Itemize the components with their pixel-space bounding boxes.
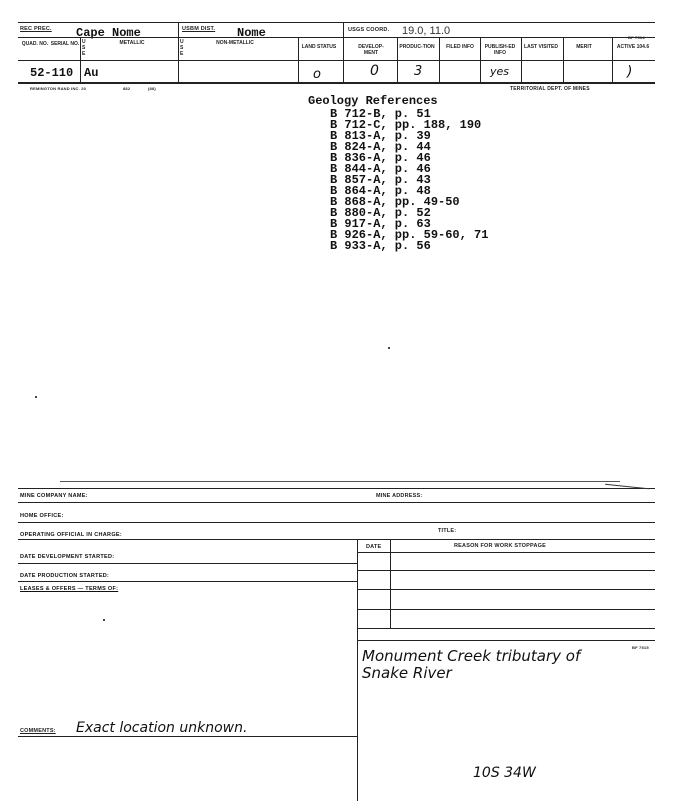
mine-address-label: MINE ADDRESS:: [376, 493, 423, 499]
quad-serial-value: 52-110: [30, 66, 74, 80]
active-mark: ): [627, 64, 633, 80]
geology-ref: B 712-C, pp. 188, 190: [330, 118, 482, 132]
form-number-top: BF 7514: [628, 35, 645, 40]
geology-ref: B 864-A, p. 48: [330, 184, 431, 198]
col-land-status: LAND STATUS: [301, 44, 337, 50]
table-rule: [357, 609, 655, 610]
field-rule: [18, 539, 655, 540]
field-rule: [18, 581, 357, 582]
col-merit: MERIT: [576, 44, 592, 50]
date-production-label: DATE PRODUCTION STARTED:: [20, 573, 110, 579]
coord-note: 10S 34W: [473, 765, 536, 781]
col-published-info: PUBLISH-ED INFO: [484, 44, 516, 56]
geology-ref: B 857-A, p. 43: [330, 173, 431, 187]
title-label: TITLE:: [438, 528, 457, 534]
geology-ref: B 926-A, pp. 59-60, 71: [330, 228, 489, 242]
reason-column-label: REASON FOR WORK STOPPAGE: [454, 543, 546, 549]
field-rule: [18, 522, 655, 523]
col-production: PRODUC-TION: [399, 44, 435, 50]
usbm-dist-label: USBM DIST.: [182, 26, 216, 32]
geology-ref: B 868-A, pp. 49-50: [330, 195, 460, 209]
comments-value: Exact location unknown.: [76, 720, 248, 736]
field-rule: [18, 563, 357, 564]
col-serial-no: SERIAL NO.: [50, 41, 80, 47]
speck: [35, 396, 37, 398]
development-value: 0: [370, 63, 379, 79]
location-note: [362, 648, 580, 682]
geology-ref-list: [330, 109, 488, 252]
table-rule: [357, 552, 655, 553]
comments-label: COMMENTS:: [20, 728, 56, 734]
form-number-mid: BF 7515: [632, 645, 649, 650]
geology-ref: B 836-A, p. 46: [330, 151, 431, 165]
col-use-metallic-code: U S E: [82, 39, 86, 57]
table-bottom-rule: [357, 640, 655, 641]
printer-note: REMINGTON RAND INC. 20: [30, 86, 87, 91]
table-left-border: [357, 539, 358, 801]
geology-ref: B 712-B, p. 51: [330, 107, 431, 121]
col-divider: [178, 22, 179, 82]
rec-prec-value: Cape Nome: [76, 26, 141, 40]
leases-label: LEASES & OFFERS — TERMS OF:: [20, 586, 119, 592]
printer-code-1: 882: [123, 86, 131, 91]
home-office-label: HOME OFFICE:: [20, 513, 64, 519]
geology-title: Geology References: [308, 94, 438, 108]
geology-ref: B 880-A, p. 52: [330, 206, 431, 220]
field-rule: [18, 736, 357, 737]
col-active: ACTIVE 104.6: [616, 44, 650, 50]
table-rule: [357, 628, 655, 629]
section-rule: [18, 488, 655, 489]
geology-ref: B 813-A, p. 39: [330, 129, 431, 143]
usgs-coord-label: USGS COORD.: [348, 27, 390, 33]
col-use-nonmetallic-code: U S E: [180, 39, 184, 57]
printer-code-2: (88): [148, 86, 156, 91]
geology-ref: B 917-A, p. 63: [330, 217, 431, 231]
usgs-coord-value: 19.0, 11.0: [402, 25, 451, 37]
geology-ref: B 824-A, p. 44: [330, 140, 431, 154]
header-rule: [18, 60, 655, 61]
col-development: DEVELOP-MENT: [358, 44, 384, 56]
published-info-value: yes: [490, 65, 510, 78]
col-divider: [343, 22, 344, 82]
field-rule: [18, 502, 655, 503]
mine-company-name-label: MINE COMPANY NAME:: [20, 493, 88, 499]
metallic-value: Au: [84, 66, 99, 80]
faint-rule: [60, 481, 620, 482]
table-rule: [357, 570, 655, 571]
col-last-visited: LAST VISITED: [524, 44, 558, 50]
dept-name: TERRITORIAL DEPT. OF MINES: [510, 86, 590, 92]
usbm-dist-value: Nome: [237, 26, 266, 40]
rec-prec-label: REC PREC.: [20, 26, 52, 32]
col-filed-info: FILED INFO: [446, 44, 474, 50]
col-non-metallic: NON-METALLIC: [216, 40, 254, 46]
header-bottom-rule: [18, 82, 655, 84]
speck: [388, 347, 390, 349]
geology-ref: B 933-A, p. 56: [330, 239, 431, 253]
land-status-value: o: [313, 67, 321, 82]
header-top-rule: [18, 22, 655, 23]
date-development-label: DATE DEVELOPMENT STARTED:: [20, 554, 115, 560]
production-value: 3: [414, 64, 423, 79]
geology-ref: B 844-A, p. 46: [330, 162, 431, 176]
table-rule: [357, 589, 655, 590]
date-column-label: DATE: [366, 544, 382, 550]
operating-official-label: OPERATING OFFICIAL IN CHARGE:: [20, 532, 122, 538]
col-metallic: METALLIC: [119, 40, 145, 46]
header-rule: [18, 37, 655, 38]
col-quad-no: QUAD. NO.: [21, 41, 49, 47]
location-note-line: Monument Creek tributary of: [362, 647, 581, 665]
location-note-line: Snake River: [362, 664, 452, 682]
speck: [103, 619, 105, 621]
